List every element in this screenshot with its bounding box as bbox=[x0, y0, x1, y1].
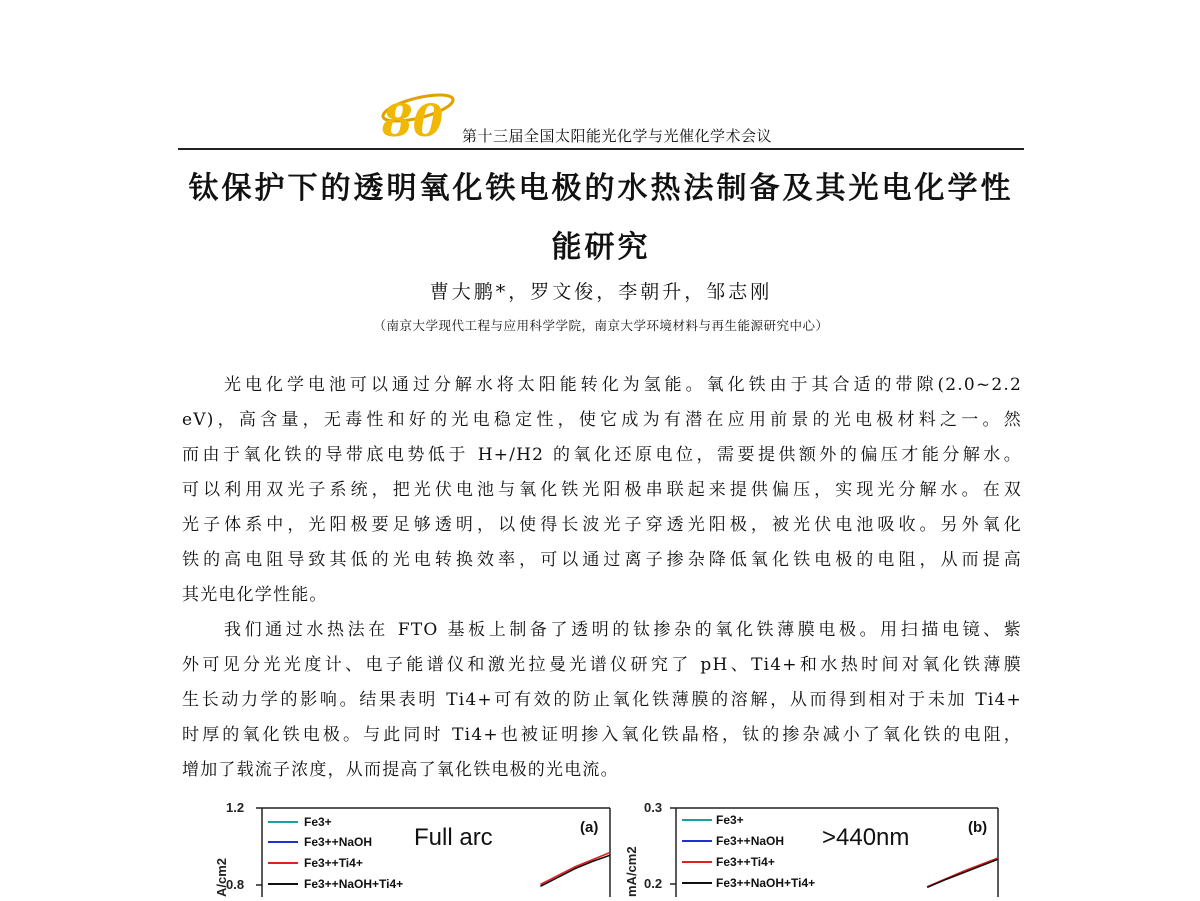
legend-label: Fe3++Ti4+ bbox=[304, 856, 363, 870]
logo-number: 80 bbox=[382, 96, 444, 142]
p2-line: 时厚的氧化铁电极。与此同时 Ti4+也被证明掺入氧化铁晶格，钛的掺杂减小了氧化铁的电阻， bbox=[182, 725, 1022, 745]
panel-label: (b) bbox=[968, 819, 988, 836]
legend-label: Fe3++NaOH+Ti4+ bbox=[304, 877, 404, 891]
legend-label: Fe3++Ti4+ bbox=[716, 855, 775, 869]
p1-line: eV)，高含量，无毒性和好的光电稳定性，使它成为有潜在应用前景的光电极材料之一。然 bbox=[182, 410, 1022, 430]
authors: 曹大鹏*，罗文俊，李朝升，邹志刚 bbox=[429, 281, 773, 303]
y-tick-label: 0.8 bbox=[226, 877, 245, 892]
chart-b bbox=[612, 796, 1002, 901]
chart-a bbox=[204, 796, 614, 901]
conference-name: 第十三届全国太阳能光化学与光催化学术会议 bbox=[462, 127, 773, 145]
y-axis-label: mA/cm2 bbox=[624, 846, 639, 897]
p1-line: 铁的高电阻导致其低的光电转换效率，可以通过离子掺杂降低氧化铁电极的电阻，从而提高 bbox=[182, 550, 1022, 570]
legend-label: Fe3+ bbox=[716, 813, 744, 827]
header-rule bbox=[178, 148, 1024, 150]
p1-line: 而由于氧化铁的导带底电势低于 H+/H2 的氧化还原电位，需要提供额外的偏压才能分解水。 bbox=[182, 445, 1022, 465]
paper-title-line-2: 能研究 bbox=[551, 230, 651, 265]
p1-line: 其光电化学性能。 bbox=[182, 585, 328, 605]
y-tick-label: 0.2 bbox=[644, 876, 663, 891]
conference-logo bbox=[378, 84, 456, 142]
chart-annotation: Full arc bbox=[414, 824, 493, 851]
affiliation: （南京大学现代工程与应用科学学院，南京大学环境材料与再生能源研究中心） bbox=[373, 318, 829, 333]
p2-line: 生长动力学的影响。结果表明 Ti4+可有效的防止氧化铁薄膜的溶解，从而得到相对于未加 Ti4+ bbox=[182, 690, 1022, 710]
chart-annotation: >440nm bbox=[822, 824, 910, 851]
p2-line: 外可见分光光度计、电子能谱仪和激光拉曼光谱仪研究了 pH、Ti4+和水热时间对氧化铁薄膜 bbox=[182, 655, 1022, 675]
legend-label: Fe3++NaOH bbox=[304, 835, 373, 849]
p2-line: 我们通过水热法在 FTO 基板上制备了透明的钛掺杂的氧化铁薄膜电极。用扫描电镜、紫 bbox=[224, 620, 1022, 640]
legend-label: Fe3+ bbox=[304, 815, 332, 829]
p1-line: 光子体系中，光阳极要足够透明，以使得长波光子穿透光阳极，被光伏电池吸收。另外氧化 bbox=[182, 515, 1022, 535]
chart-b-svg bbox=[612, 796, 1002, 897]
p1-line: 光电化学电池可以通过分解水将太阳能转化为氢能。氧化铁由于其合适的带隙(2.0~2.2 bbox=[224, 375, 1022, 395]
paper-title-line-1: 钛保护下的透明氧化铁电极的水热法制备及其光电化学性 bbox=[188, 171, 1014, 206]
legend-label: Fe3++NaOH bbox=[716, 834, 785, 848]
p1-line: 可以利用双光子系统，把光伏电池与氧化铁光阳极串联起来提供偏压，实现光分解水。在双 bbox=[182, 480, 1022, 500]
y-axis-label: A/cm2 bbox=[214, 857, 229, 897]
y-tick-label: 1.2 bbox=[226, 800, 245, 815]
panel-label: (a) bbox=[580, 819, 599, 836]
chart-a-svg bbox=[204, 796, 614, 897]
series-line-fe-naoh-ti bbox=[927, 859, 998, 887]
series-line-fe-naoh-ti bbox=[540, 855, 610, 886]
y-tick-label: 0.3 bbox=[644, 800, 663, 815]
p2-line: 增加了载流子浓度，从而提高了氧化铁电极的光电流。 bbox=[182, 760, 619, 780]
legend-label: Fe3++NaOH+Ti4+ bbox=[716, 876, 816, 890]
